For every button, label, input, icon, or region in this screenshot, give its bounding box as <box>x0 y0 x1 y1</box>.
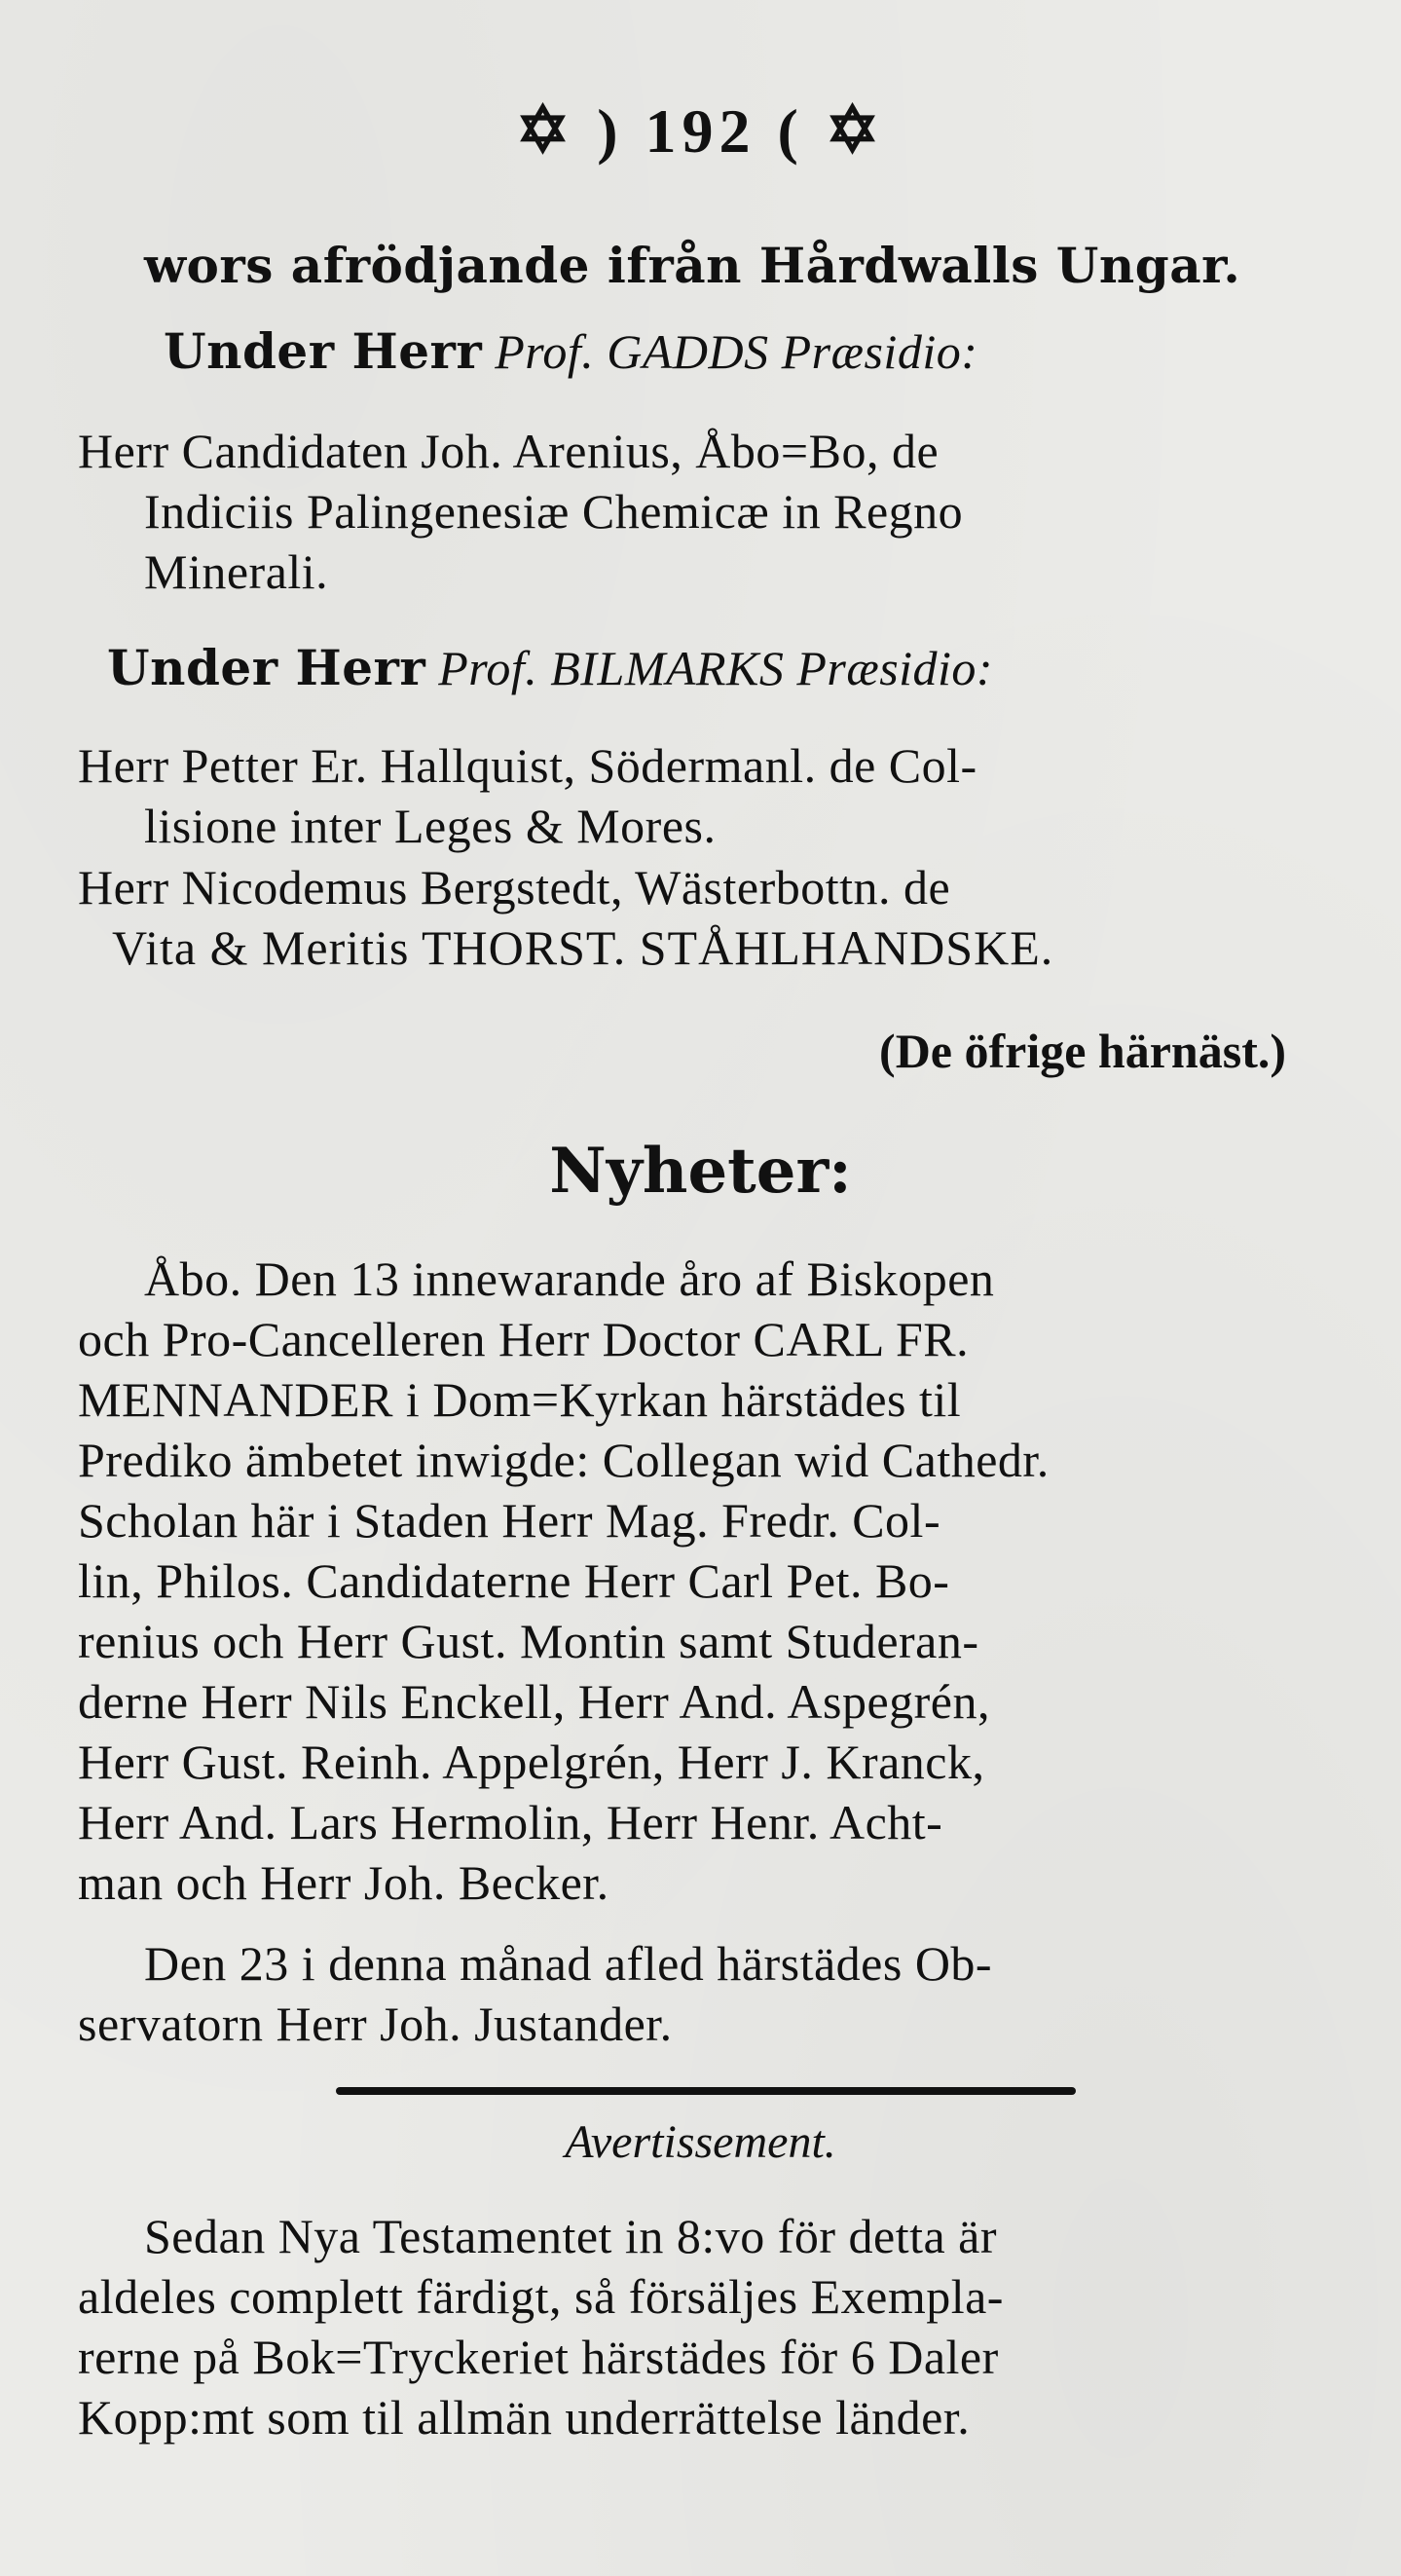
news-line: lin, Philos. Candidaterne Herr Carl Pet. Bo- <box>78 1553 950 1608</box>
gadd-entry-line: Minerali. <box>144 544 329 599</box>
news-line: Åbo. Den 13 innewarande åro af Biskopen <box>144 1251 995 1306</box>
news-line: och Pro-Cancelleren Herr Doctor CARL FR. <box>78 1312 970 1366</box>
gadd-entry-line: Indiciis Palingenesiæ Chemicæ in Regno <box>144 484 964 539</box>
gadd-entry-line: Herr Candidaten Joh. Arenius, Åbo=Bo, de <box>78 424 940 478</box>
bilmark-entry-line: Herr Nicodemus Bergstedt, Wästerbottn. de <box>78 860 951 915</box>
advert-line: Sedan Nya Testamentet in 8:vo för detta är <box>144 2209 998 2263</box>
bilmark-heading: Under Herr Prof. BILMARKS Præsidio: <box>107 639 994 696</box>
news-line: MENNANDER i Dom=Kyrkan härstädes til <box>78 1372 962 1427</box>
news-line: derne Herr Nils Enckell, Herr And. Aspegrén, <box>78 1674 990 1729</box>
news-line: Herr And. Lars Hermolin, Herr Henr. Acht- <box>78 1795 943 1849</box>
news-line: servatorn Herr Joh. Justander. <box>78 1997 673 2051</box>
bilmark-entry-line: Vita & Meritis THORST. STÅHLHANDSKE. <box>112 920 1054 975</box>
star-left-icon: ✡ <box>515 95 576 167</box>
page-number: 192 <box>645 96 756 166</box>
bilmark-entry-line: Herr Petter Er. Hallquist, Södermanl. de Col- <box>78 738 977 793</box>
news-line: Den 23 i denna månad afled härstädes Ob- <box>144 1936 993 1991</box>
news-line: Prediko ämbetet inwigde: Collegan wid Cathedr. <box>78 1433 1050 1487</box>
intro-line: wors afrödjande ifrån Hårdwalls Ungar. <box>144 237 1241 294</box>
bilmark-entry-line: lisione inter Leges & Mores. <box>144 799 717 853</box>
remaining-note: (De öfrige härnäst.) <box>879 1024 1286 1078</box>
star-right-icon: ✡ <box>825 95 886 167</box>
advert-heading: Avertissement. <box>565 2116 836 2168</box>
news-line: man och Herr Joh. Becker. <box>78 1855 609 1910</box>
advert-line: Kopp:mt som til allmän underrättelse länder. <box>78 2390 971 2445</box>
advert-line: aldeles complett färdigt, så försäljes Exempla- <box>78 2269 1004 2324</box>
gadd-heading: Under Herr Prof. GADDS Præsidio: <box>164 322 978 380</box>
advert-line: rerne på Bok=Tryckeriet härstädes för 6 Daler <box>78 2330 999 2384</box>
news-heading: Nyheter: <box>549 1135 852 1208</box>
news-line: renius och Herr Gust. Montin samt Studeran- <box>78 1614 979 1668</box>
page-header: ✡ ) 192 ( ✡ <box>515 95 886 167</box>
news-line: Herr Gust. Reinh. Appelgrén, Herr J. Kranck, <box>78 1735 985 1789</box>
section-divider <box>336 2087 1076 2095</box>
news-line: Scholan här i Staden Herr Mag. Fredr. Col- <box>78 1493 941 1548</box>
